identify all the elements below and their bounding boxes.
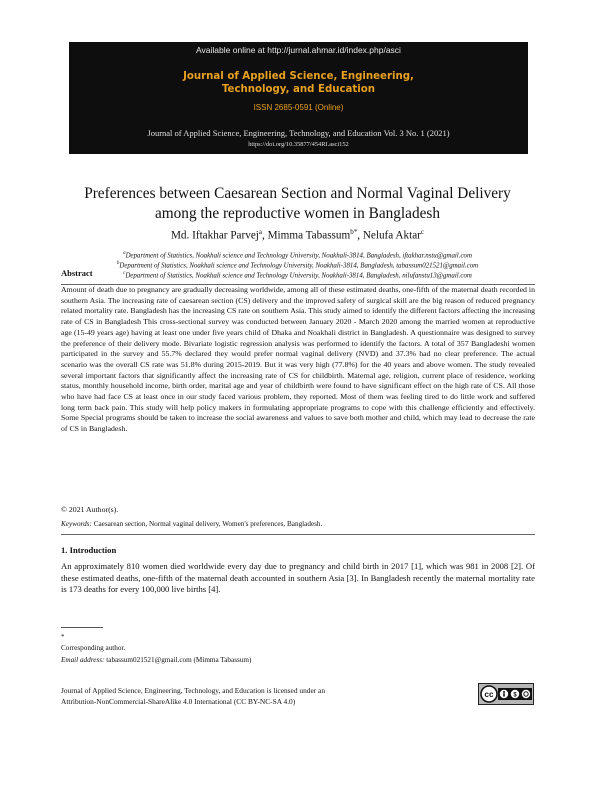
license-text — [61, 686, 401, 707]
aff-text: Department of Statistics, Noakhali science and Technology University, Noakhali-3814, Bangladesh, iftakhar.nstu@gmail.com — [125, 252, 472, 260]
cc-license-badge[interactable] — [478, 683, 534, 705]
footnote-rule — [61, 627, 103, 628]
paper-title-line1: Preferences between Caesarean Section and Normal Vaginal Delivery — [84, 185, 511, 202]
divider — [61, 534, 535, 535]
author-list: Md. Iftakhar Parvej$^a$, Mimma Tabassum$^{b*}$, Nelufa Aktar$^c$ — [170, 228, 425, 242]
author-name: Md. Iftakhar Parvej — [170, 229, 259, 242]
abstract-text: Amount of death due to pregnancy are gradually decreasing worldwide, among all of these estimated deaths, one-fifth of the maternal death recorded in southern Asia. The increasing rate of caesarean section (CS) delivery and the improved safety of surgical skill are the big reason of reduced pregnancy related mortality rate. Bangladesh has the increasing CS rate on southern Asia. This study aimed to identify the different factors affecting the increasing rate of CS in Bangladesh This cross-sectional survey was conducted between January 2020 - March 2020 among the married women at reproductive age (15-49 years age) having at least one under five years child of Dhaka and Noakhali district in Bangladesh. A questionnaire was designed to survey the preference of their delivery mode. Bivariate logistic regression analysis was performed to identify the factors. A total of 357 Bangladeshi women participated in the survey and 55.7% declared they would prefer normal vaginal delivery (NVD) and 37.3% had no clear preference. The actual scenario was the overall CS rate was 51.8% during 2015-2019. But it was very high (77.8%) for the 40 years and above women. The study revealed several important factors that significantly affect the increasing rate of CS for childbirth. Maternal age, religion, current place of residence, working status, monthly household income, birth order, marital age and year of childbirth were found to have significant effect on the high rate of CS. All those who have had face CS at least once in our study faced various problem, they reported. Most of them was feeling tired to do little work and suffered long term back pain. This study will help policy makers in formulating appropriate programs to cope with this challenge efficiently and effectively. Some Special programs should be taken to increase the social awareness and values to save both mother and child, which may lead to decrease the rate of CS in Bangladesh. — [61, 285, 535, 434]
author-name: Mimma Tabassum — [267, 229, 351, 242]
cc-badge-icon — [479, 684, 533, 704]
email-value[interactable]: tabassum021521@gmail.com (Mimma Tabassum) — [104, 656, 252, 664]
author-name: Nelufa Aktar — [362, 229, 421, 242]
issn: ISSN 2685-0591 (Online) — [253, 103, 344, 112]
affiliation-b — [40, 261, 555, 269]
introduction-text: An approximately 810 women died worldwide every day due to pregnancy and child birth in 2017 [1], which was 981 in 2008 [2]. Of these estimated deaths, one-fifth of the maternal death accounted in southern Asia [3]. In Bangladesh recently the maternal mortality rate is 173 deaths for every 100,000 live births [4]. — [61, 561, 535, 595]
keywords — [61, 520, 322, 528]
footnote-marker: * — [61, 633, 65, 641]
paper-title — [40, 184, 555, 224]
license-line1: Journal of Applied Science, Engineering, Technology, and Education is licensed under an — [61, 686, 326, 695]
author-sup: b* — [350, 228, 358, 236]
svg-text:$: $ — [513, 692, 517, 699]
aff-text: Department of Statistics, Noakhali science and Technology University, Noakhali-3814, Bangladesh, tabassum021521@gmail.com — [119, 262, 479, 270]
journal-title — [69, 70, 528, 96]
journal-banner — [69, 42, 528, 154]
email-label: Email address: — [61, 656, 105, 664]
copyright: © 2021 Author(s). — [61, 505, 119, 514]
aff-sup: b — [116, 261, 120, 266]
keywords-label: Keywords: — [61, 520, 92, 528]
journal-title-line1: Journal of Applied Science, Engineering, — [183, 71, 414, 82]
abstract-heading: Abstract — [61, 268, 93, 278]
aff-text: Department of Statistics, Noakhali science and Technology University, Noakhali-3814, Bangladesh, nilufanstu13@gmail.com — [125, 272, 472, 280]
availability-link[interactable]: Available online at http://jurnal.ahmar.id/index.php/asci — [196, 45, 401, 55]
aff-sup: a — [123, 251, 126, 256]
section-heading-introduction: 1. Introduction — [61, 545, 117, 555]
corresponding-author-note: Corresponding author. — [61, 644, 126, 652]
author-sup: a — [258, 228, 263, 236]
doi-link[interactable]: https://doi.org/10.35877/454RI.asci152 — [248, 141, 349, 148]
email-note — [61, 656, 251, 664]
journal-title-line2: Technology, and Education — [221, 84, 376, 95]
affiliation-a — [40, 251, 555, 259]
aff-sup: c — [123, 271, 126, 276]
affiliation-c — [40, 271, 555, 279]
cc-badge-label: cc — [484, 690, 494, 699]
journal-citation: Journal of Applied Science, Engineering, Technology, and Education Vol. 3 No. 1 (2021) — [147, 128, 450, 138]
author-sup: c — [420, 228, 425, 236]
license-line2[interactable]: Attribution-NonCommercial-ShareAlike 4.0 International (CC BY-NC-SA 4.0) — [61, 696, 296, 706]
paper-title-line2: among the reproductive women in Bangladesh — [154, 205, 441, 222]
keywords-text: Caesarean section, Normal vaginal delivery, Women's preferences, Bangladesh. — [91, 520, 323, 528]
